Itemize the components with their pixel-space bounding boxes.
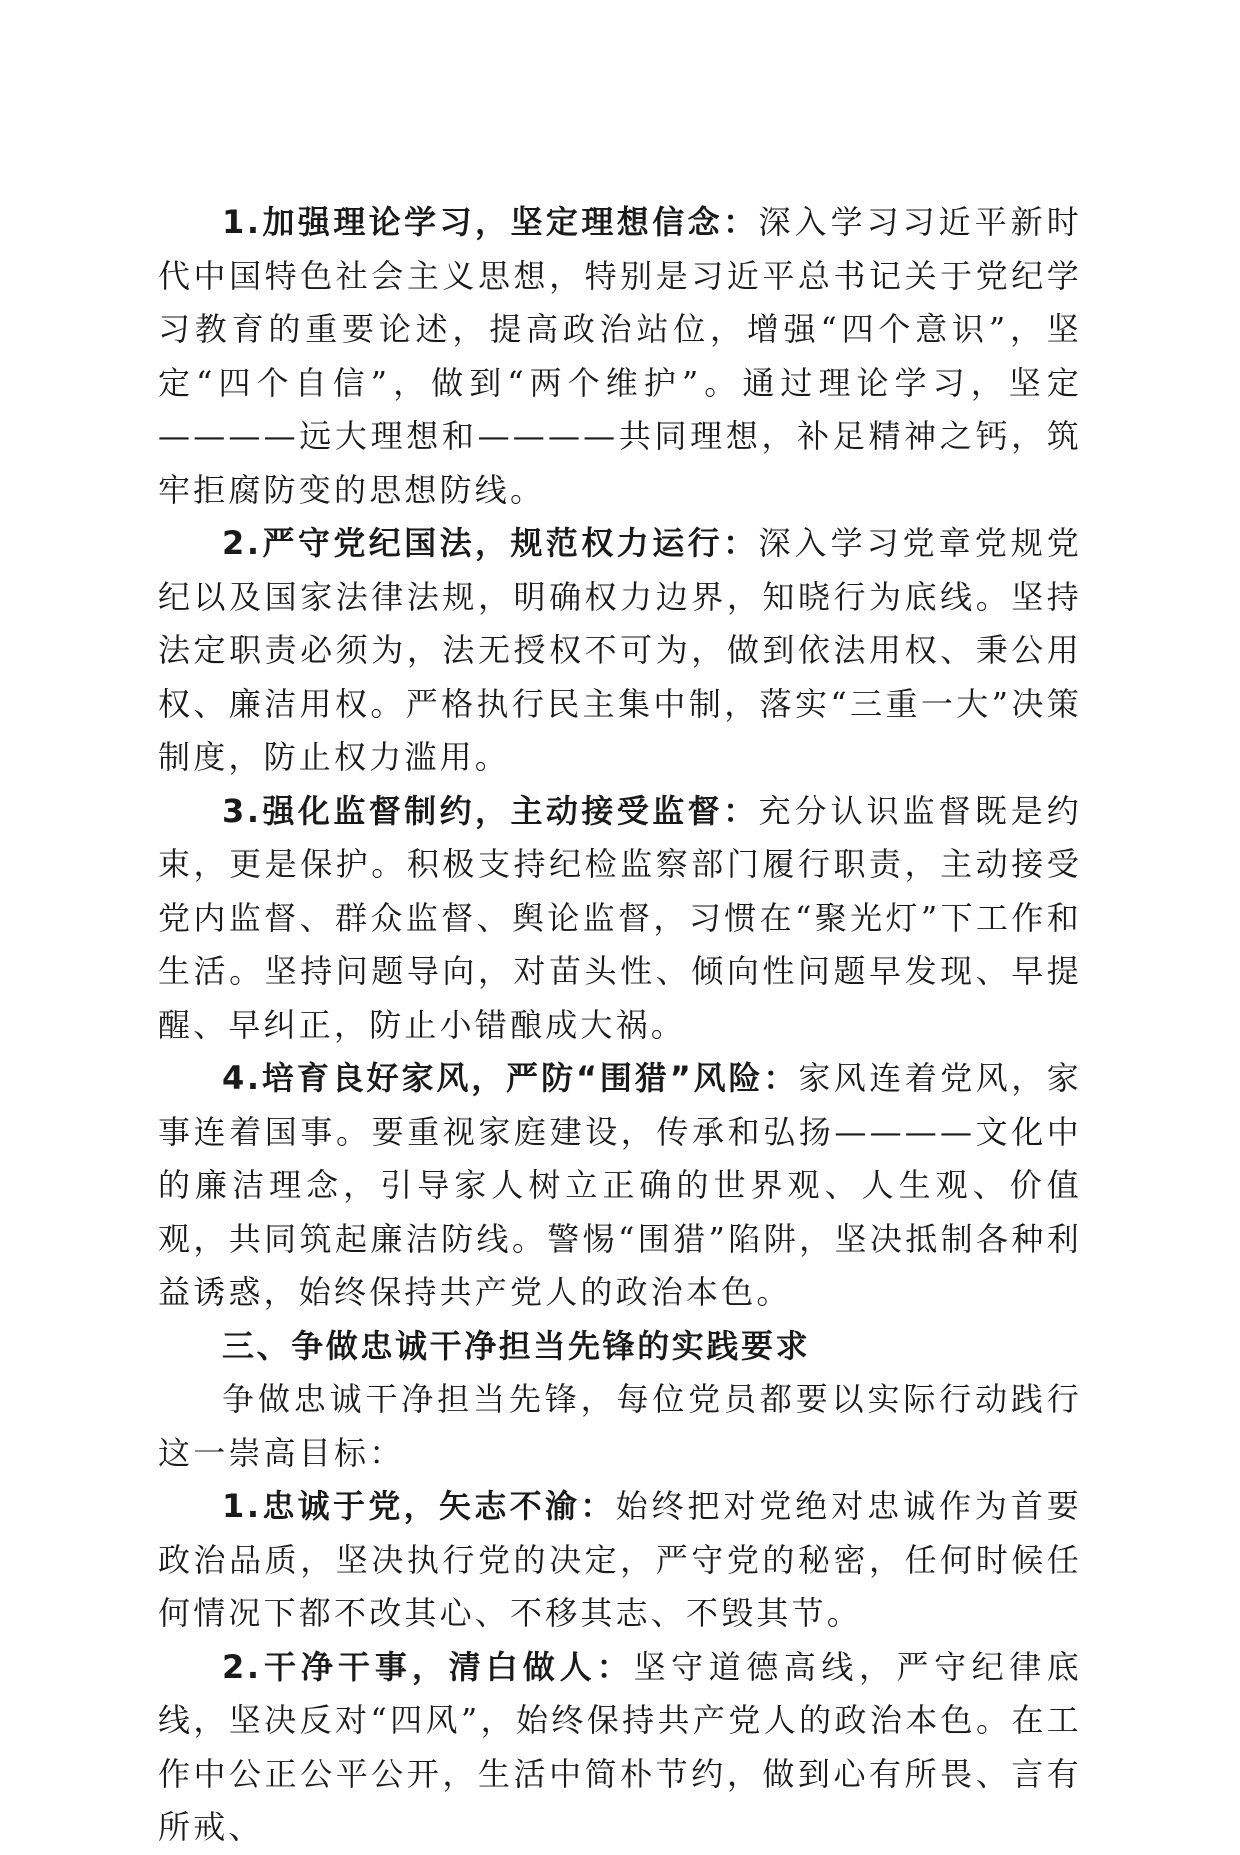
- item-lead: 1.加强理论学习，坚定理想信念：: [222, 203, 759, 241]
- item-body: 深入学习党章党规党纪以及国家法律法规，明确权力边界，知晓行为底线。坚持法定职责必须为，法无授权不可为，做到依法用权、秉公用权、廉洁用权。严格执行民主集中制，落实“三重一大”决策制度，防止权力滥用。: [158, 524, 1082, 776]
- section2-item-4: [158, 1052, 1082, 1320]
- section2-item-1: [158, 196, 1082, 517]
- item-lead: 2.严守党纪国法，规范权力运行：: [222, 524, 759, 562]
- item-body: 坚守道德高线，严守纪律底线，坚决反对“四风”，始终保持共产党人的政治本色。在工作中公正公平公开，生活中简朴节约，做到心有所畏、言有所戒、: [158, 1647, 1082, 1846]
- item-body: 家风连着党风，家事连着国事。要重视家庭建设，传承和弘扬————文化中的廉洁理念，引导家人树立正确的世界观、人生观、价值观，共同筑起廉洁防线。警惕“围猎”陷阱，坚决抵制各种利益诱惑，始终保持共产党人的政治本色。: [158, 1059, 1082, 1311]
- section2-item-2: [158, 517, 1082, 785]
- document-page: [158, 196, 1082, 1855]
- section3-heading: 三、争做忠诚干净担当先锋的实践要求: [222, 1326, 811, 1365]
- item-body: 始终把对党绝对忠诚作为首要政治品质，坚决执行党的决定，严守党的秘密，任何时候任何情况下都不改其心、不移其志、不毁其节。: [158, 1487, 1082, 1632]
- section2-item-3: [158, 785, 1082, 1053]
- item-body: 充分认识监督既是约束，更是保护。积极支持纪检监察部门履行职责，主动接受党内监督、群众监督、舆论监督，习惯在“聚光灯”下工作和生活。坚持问题导向，对苗头性、倾向性问题早发现、早提醒、早纠正，防止小错酿成大祸。: [158, 791, 1082, 1044]
- section3-intro: 争做忠诚干净担当先锋，每位党员都要以实际行动践行这一崇高目标：: [158, 1380, 1082, 1472]
- item-lead: 2.干净干事，清白做人：: [222, 1647, 634, 1686]
- section3-item-2: [158, 1641, 1082, 1855]
- section3-item-1: [158, 1480, 1082, 1641]
- item-lead: 1.忠诚于党，矢志不渝：: [222, 1487, 616, 1525]
- item-lead: 3.强化监督制约，主动接受监督：: [222, 791, 759, 830]
- item-body: 深入学习习近平新时代中国特色社会主义思想，特别是习近平总书记关于党纪学习教育的重要论述，提高政治站位，增强“四个意识”，坚定“四个自信”，做到“两个维护”。通过理论学习，坚定————远大理想和————共同理想，补足精神之钙，筑牢拒腐防变的思想防线。: [158, 203, 1082, 509]
- item-lead: 4.培育良好家风，严防“围猎”风险：: [222, 1059, 799, 1097]
